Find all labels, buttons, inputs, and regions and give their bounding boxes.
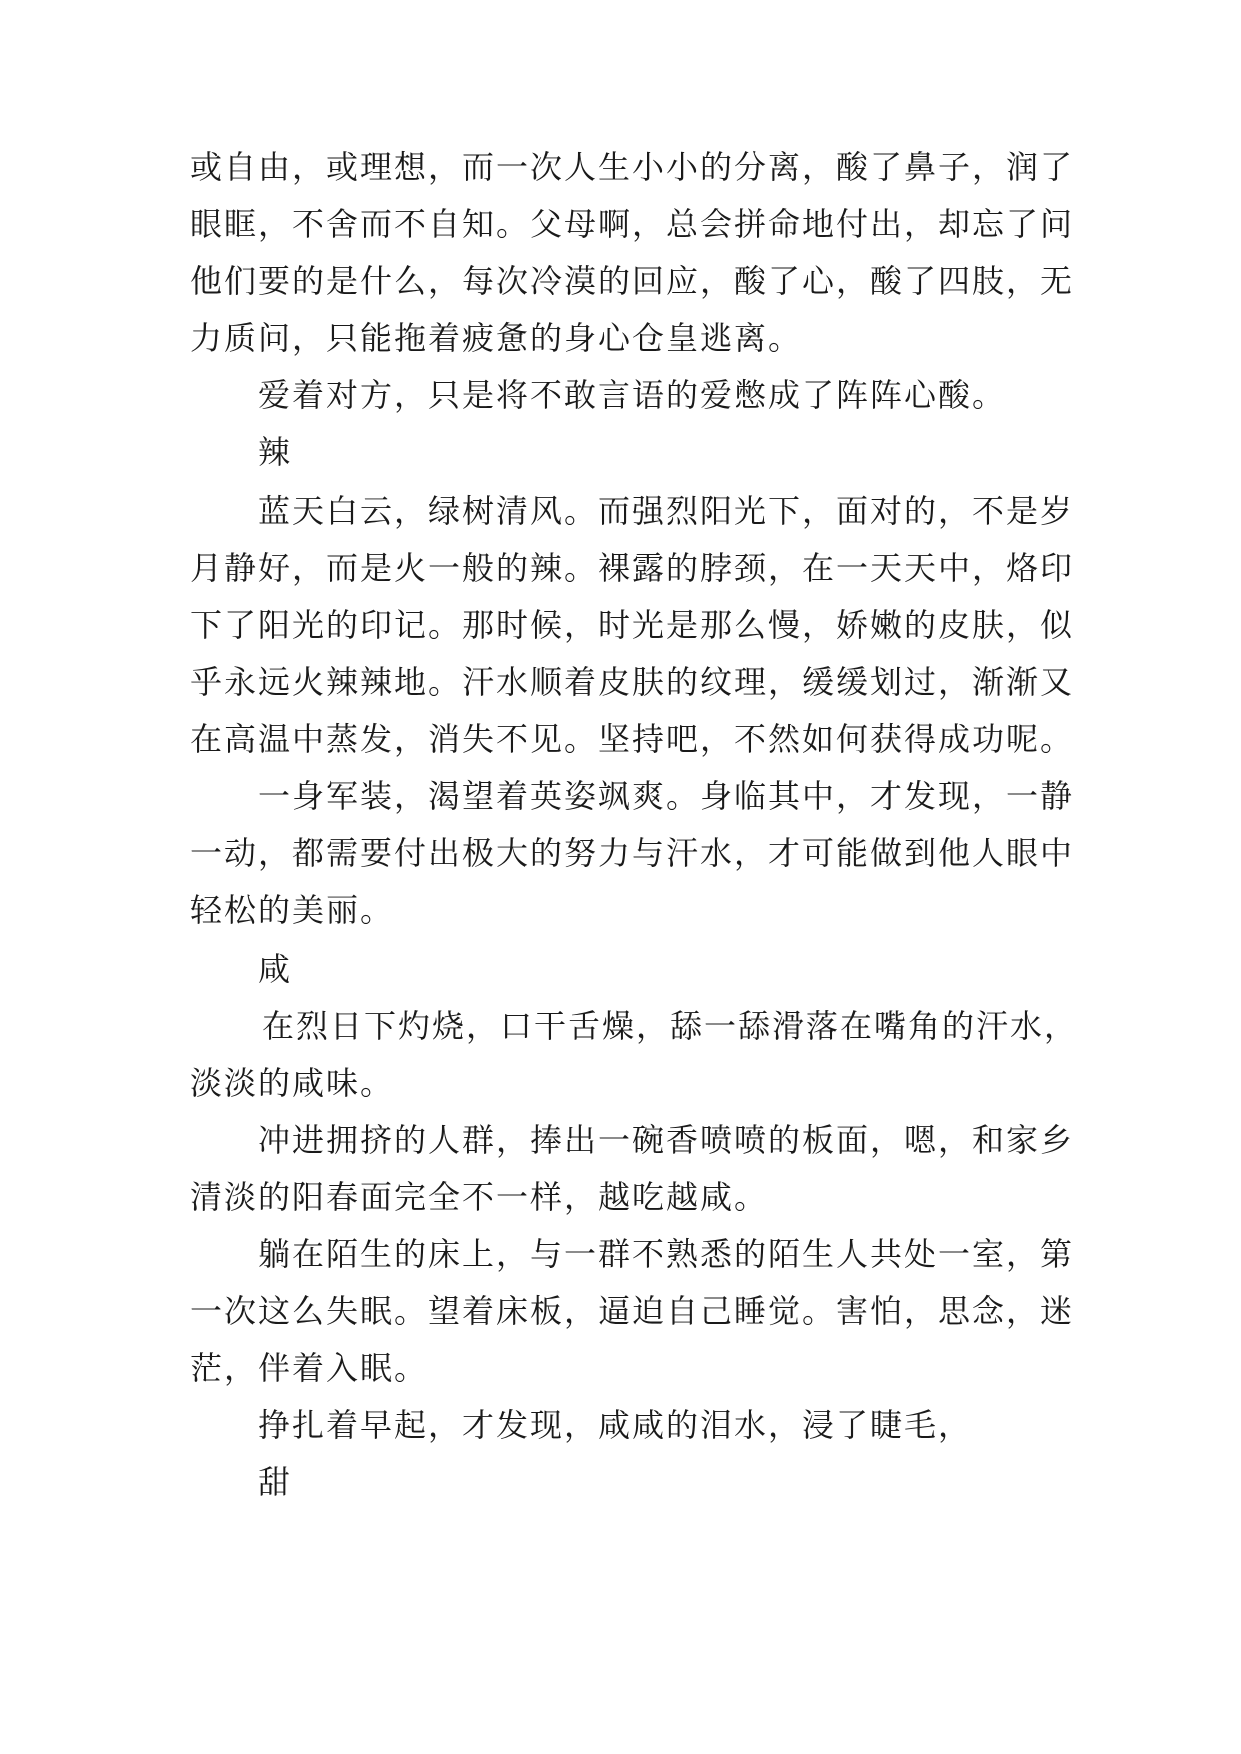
text-line-4: 力质问，只能拖着疲惫的身心仓皇逃离。 — [190, 319, 803, 357]
section-heading-tian: 甜 — [258, 1463, 293, 1501]
text-line-10: 乎永远火辣辣地。汗水顺着皮肤的纹理，缓缓划过，渐渐又 — [190, 663, 1075, 701]
text-line-9: 下了阳光的印记。那时候，时光是那么慢，娇嫩的皮肤，似 — [190, 606, 1075, 644]
text-line-16: 在烈日下灼烧，口干舌燥，舔一舔滑落在嘴角的汗水， — [262, 1007, 1079, 1045]
text-line-2: 眼眶，不舍而不自知。父母啊，总会拼命地付出，却忘了问 — [190, 205, 1075, 243]
text-line-20: 躺在陌生的床上，与一群不熟悉的陌生人共处一室，第 — [258, 1235, 1075, 1273]
section-heading-la: 辣 — [258, 433, 293, 471]
text-line-13: 一动，都需要付出极大的努力与汗水，才可能做到他人眼中 — [190, 834, 1075, 872]
section-heading-xian: 咸 — [258, 950, 293, 988]
text-line-1: 或自由，或理想，而一次人生小小的分离，酸了鼻子，润了 — [190, 148, 1075, 186]
text-line-18: 冲进拥挤的人群，捧出一碗香喷喷的板面，嗯，和家乡 — [258, 1121, 1075, 1159]
text-line-23: 挣扎着早起，才发现，咸咸的泪水，浸了睫毛， — [258, 1406, 973, 1444]
text-line-19: 清淡的阳春面完全不一样，越吃越咸。 — [190, 1178, 769, 1216]
text-line-8: 月静好，而是火一般的辣。裸露的脖颈，在一天天中，烙印 — [190, 549, 1075, 587]
text-line-12: 一身军装，渴望着英姿飒爽。身临其中，才发现，一静 — [258, 777, 1075, 815]
text-line-7: 蓝天白云，绿树清风。而强烈阳光下，面对的，不是岁 — [258, 492, 1075, 530]
text-line-21: 一次这么失眠。望着床板，逼迫自己睡觉。害怕，思念，迷 — [190, 1292, 1075, 1330]
text-line-14: 轻松的美丽。 — [190, 891, 395, 929]
text-line-5: 爱着对方，只是将不敢言语的爱憋成了阵阵心酸。 — [258, 376, 1007, 414]
text-line-11: 在高温中蒸发，消失不见。坚持吧，不然如何获得成功呢。 — [190, 720, 1075, 758]
text-line-17: 淡淡的咸味。 — [190, 1064, 395, 1102]
text-line-3: 他们要的是什么，每次冷漠的回应，酸了心，酸了四肢，无 — [190, 262, 1075, 300]
text-line-22: 茫，伴着入眠。 — [190, 1349, 429, 1387]
